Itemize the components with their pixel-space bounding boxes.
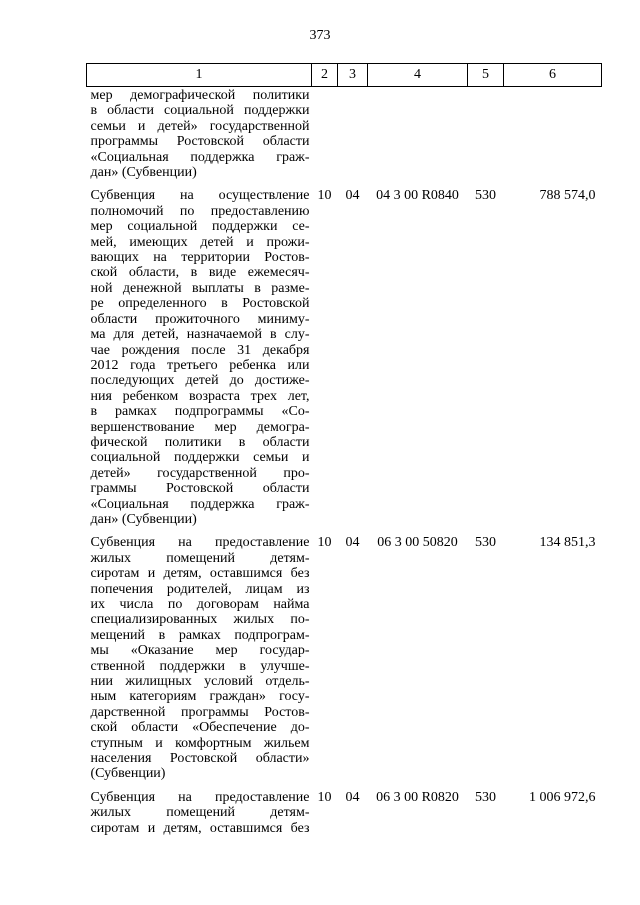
row-subsection bbox=[338, 87, 368, 187]
description-line: мер демографической политики bbox=[90, 88, 310, 103]
row-expense-type: 530 bbox=[475, 789, 496, 805]
header-col-2: 2 bbox=[312, 64, 338, 87]
header-col-4: 4 bbox=[368, 64, 468, 87]
description-line: семьи и детей» государственной bbox=[90, 118, 310, 134]
description-line: жилых помещений детям- bbox=[90, 805, 310, 821]
description-line: ма для детей, назначаемой в слу- bbox=[90, 327, 310, 343]
description-line: детей» государственной про- bbox=[90, 465, 310, 481]
description-line: сиротам и детям, оставшимся без bbox=[90, 820, 310, 836]
description-line: последующих детей до достиже- bbox=[90, 373, 310, 389]
description-line: дан» (Субвенции) bbox=[90, 511, 197, 527]
row-description bbox=[87, 87, 312, 187]
description-line: ской области «Обеспечение до- bbox=[90, 720, 310, 736]
description-line: мей, имеющих детей и прожи- bbox=[90, 234, 310, 250]
table-header-row bbox=[87, 64, 602, 87]
row-target-article bbox=[368, 87, 468, 187]
description-line: мы «Оказание мер государ- bbox=[90, 643, 310, 659]
description-line: дарственной программы Ростов- bbox=[90, 704, 310, 720]
description-line: фической политики в области bbox=[90, 434, 310, 450]
header-col-5: 5 bbox=[468, 64, 504, 87]
description-line: мещений в рамках подпрограм- bbox=[90, 627, 310, 643]
header-col-3: 3 bbox=[338, 64, 368, 87]
description-line: ственной поддержки в улучше- bbox=[90, 658, 310, 674]
description-line: жилых помещений детям- bbox=[90, 550, 310, 566]
description-line: чае рождения после 31 декабря bbox=[90, 342, 310, 358]
description-line: 2012 года третьего ребенка или bbox=[90, 357, 310, 373]
description-line: программы Ростовской области bbox=[90, 134, 310, 150]
row-subsection: 04 bbox=[345, 188, 360, 204]
page-number: 373 bbox=[309, 28, 331, 43]
description-line: полномочий по предоставлению bbox=[90, 203, 310, 219]
row-section: 10 bbox=[317, 188, 332, 204]
description-line: населения Ростовской области» bbox=[90, 751, 310, 767]
header-col-1: 1 bbox=[87, 64, 312, 87]
table-row bbox=[87, 87, 602, 187]
description-line: мер социальной поддержки се- bbox=[90, 219, 310, 235]
description-line: социальной поддержки семьи и bbox=[90, 450, 310, 466]
description-line: ния ребенком возраста трех лет, bbox=[90, 388, 310, 404]
row-subsection: 04 bbox=[345, 535, 360, 551]
description-line: попечения родителей, лицам из bbox=[90, 581, 310, 597]
row-section: 10 bbox=[317, 789, 332, 805]
description-line: сиротам и детям, оставшимся без bbox=[90, 566, 310, 582]
row-expense-type bbox=[468, 87, 504, 187]
row-expense-type: 530 bbox=[475, 188, 496, 204]
description-line: их числа по договорам найма bbox=[90, 597, 310, 612]
row-target-article: 06 3 00 R0820 bbox=[376, 789, 459, 805]
row-description bbox=[87, 186, 312, 533]
row-description bbox=[87, 533, 312, 788]
row-amount: 1 006 972,6 bbox=[529, 789, 596, 805]
description-line: специализированных жилых по- bbox=[90, 612, 310, 628]
table-row bbox=[87, 788, 602, 836]
description-line: ской области, в виде ежемесяч- bbox=[90, 265, 310, 281]
description-line: ной денежной выплаты в разме- bbox=[90, 280, 310, 296]
budget-table bbox=[86, 63, 602, 836]
row-section bbox=[312, 87, 338, 187]
description-line: вершенствование мер демогра- bbox=[90, 419, 310, 435]
description-line: Субвенция на предоставление bbox=[90, 535, 310, 551]
table-row bbox=[87, 186, 602, 533]
row-description bbox=[87, 788, 312, 836]
row-amount: 788 574,0 bbox=[539, 188, 596, 204]
row-amount bbox=[504, 87, 602, 187]
description-line: в области социальной поддержки bbox=[90, 103, 310, 119]
description-line: в рамках подпрограммы «Со- bbox=[90, 404, 310, 420]
description-line: вающих на территории Ростов- bbox=[90, 250, 310, 266]
description-line: ступным и комфортным жильем bbox=[90, 735, 310, 751]
row-amount: 134 851,3 bbox=[539, 535, 596, 551]
description-line: ре определенного в Ростовской bbox=[90, 296, 310, 312]
description-line: (Субвенции) bbox=[90, 766, 166, 782]
description-line: «Социальная поддержка граж- bbox=[90, 149, 310, 165]
description-line: граммы Ростовской области bbox=[90, 481, 310, 497]
row-section: 10 bbox=[317, 535, 332, 551]
row-target-article: 04 3 00 R0840 bbox=[376, 188, 459, 204]
description-line: Субвенция на предоставление bbox=[90, 789, 310, 805]
description-line: нии жилищных условий отдель- bbox=[90, 674, 310, 690]
description-line: области прожиточного миниму- bbox=[90, 311, 310, 327]
description-line: Субвенция на осуществление bbox=[90, 188, 310, 204]
header-col-6: 6 bbox=[504, 64, 602, 87]
description-line: ным категориям граждан» госу- bbox=[90, 689, 310, 705]
row-subsection: 04 bbox=[345, 789, 360, 805]
row-expense-type: 530 bbox=[475, 535, 496, 551]
description-line: «Социальная поддержка граж- bbox=[90, 496, 310, 512]
table-row bbox=[87, 533, 602, 788]
description-line: дан» (Субвенции) bbox=[90, 165, 197, 181]
row-target-article: 06 3 00 50820 bbox=[377, 535, 458, 551]
